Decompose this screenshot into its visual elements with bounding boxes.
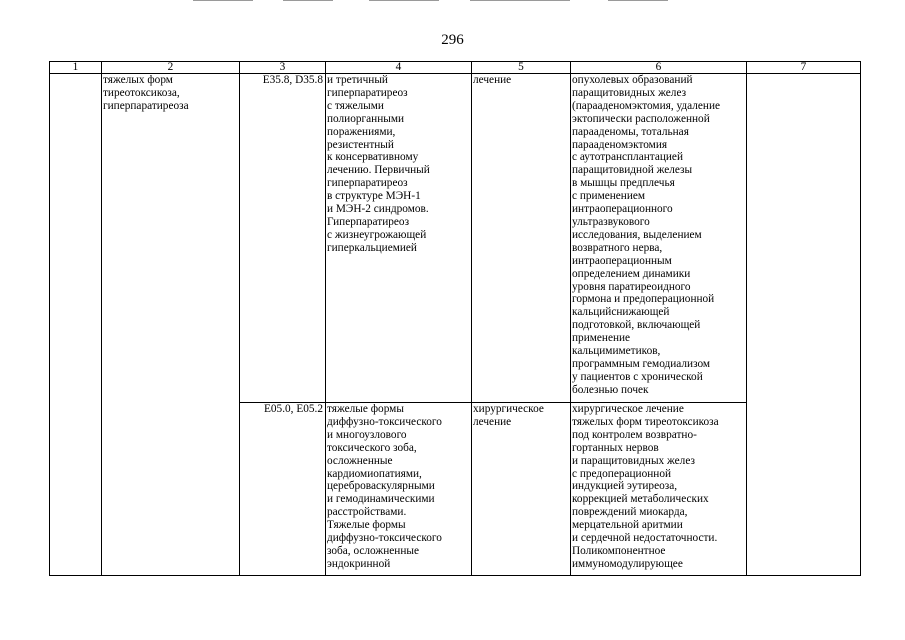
text-line: гиперпаратиреоза xyxy=(103,99,189,112)
text-line: тяжелых форм xyxy=(103,74,173,86)
table-row xyxy=(50,74,861,403)
scan-top-line xyxy=(369,0,439,1)
column-number: 1 xyxy=(50,62,102,74)
text-line: мерцательной аритмии xyxy=(572,519,683,532)
text-line: диффузно-токсического xyxy=(327,415,442,428)
text-line: и паращитовидных желез xyxy=(572,454,695,467)
text-line: гиперпаратиреоз xyxy=(327,177,408,190)
text-line: индукцией эутиреоза, xyxy=(572,480,678,493)
text-line: тиреотоксикоза, xyxy=(103,86,180,99)
document-table xyxy=(49,61,861,576)
text-line: определением динамики xyxy=(572,267,691,280)
text-line: иммуномодулирующее xyxy=(572,557,683,570)
text-line: и многоузлового xyxy=(327,428,407,441)
text-line: осложненные xyxy=(327,454,393,467)
scan-top-line xyxy=(283,0,333,1)
text-line: с жизнеугрожающей xyxy=(327,228,427,241)
text-line: и МЭН-2 синдромов. xyxy=(327,203,429,216)
patient-model-cell xyxy=(326,403,472,576)
text-line: парааденомэктомия xyxy=(572,138,668,151)
text-line: (парааденомэктомия, удаление xyxy=(572,99,721,112)
text-line: интраоперационным xyxy=(572,254,672,267)
text-line: лечение xyxy=(473,415,512,428)
patient-model-cell xyxy=(326,74,472,403)
text-line: кардиомиопатиями, xyxy=(327,467,422,480)
column-number: 7 xyxy=(747,62,861,74)
text-line: хирургическое xyxy=(473,403,544,415)
text-line: программным гемодиализом xyxy=(572,357,711,370)
text-line: расстройствами. xyxy=(327,506,407,519)
text-line: зоба, осложненные xyxy=(327,544,419,557)
text-line: под контролем возвратно- xyxy=(572,428,697,441)
text-line: повреждений миокарда, xyxy=(572,506,688,519)
text-line: с предоперационной xyxy=(572,467,672,480)
text-line: применение xyxy=(572,332,631,345)
text-line: тяжелые формы xyxy=(327,403,404,415)
text-line: лечение xyxy=(473,74,512,86)
text-line: паращитовидной железы xyxy=(572,164,693,177)
text-line: гормона и предоперационной xyxy=(572,293,715,306)
text-line: диффузно-токсического xyxy=(327,532,442,545)
condition-cell xyxy=(102,74,240,576)
text-line: паращитовидных желез xyxy=(572,86,687,99)
text-line: интраоперационного xyxy=(572,203,673,216)
text-line: кальцимиметиков, xyxy=(572,345,661,358)
scan-top-line xyxy=(193,0,253,1)
text-line: гиперпаратиреоз xyxy=(327,86,408,99)
text-line: хирургическое лечение xyxy=(572,403,684,415)
column-number: 4 xyxy=(326,62,472,74)
text-line: коррекцией метаболических xyxy=(572,493,709,506)
text-line: исследования, выделением xyxy=(572,228,702,241)
text-line: подготовкой, включающей xyxy=(572,319,701,332)
text-line: полиорганными xyxy=(327,112,405,125)
text-line: опухолевых образований xyxy=(572,74,693,86)
text-line: эктопически расположенной xyxy=(572,112,710,125)
text-line: Гиперпаратиреоз xyxy=(327,215,410,228)
column-number: 6 xyxy=(571,62,747,74)
text-line: гортанных нервов xyxy=(572,441,659,454)
text-line: гиперкальциемией xyxy=(327,241,417,254)
icd-code-cell: E05.0, E05.2 xyxy=(240,403,326,576)
text-line: с применением xyxy=(572,190,646,203)
row-number-cell xyxy=(50,74,102,576)
text-line: с тяжелыми xyxy=(327,99,384,112)
treatment-method-cell xyxy=(571,403,747,576)
scan-top-line xyxy=(608,0,668,1)
treatment-type-cell xyxy=(472,74,571,403)
text-line: болезнью почек xyxy=(572,383,649,396)
text-line: уровня паратиреоидного xyxy=(572,280,691,293)
treatment-method-cell xyxy=(571,74,747,403)
text-line: лечению. Первичный xyxy=(327,164,430,177)
text-line: эндокринной xyxy=(327,557,391,570)
page-number: 296 xyxy=(441,32,464,48)
text-line: кальцийснижающей xyxy=(572,306,670,319)
text-line: цереброваскулярными xyxy=(327,480,435,493)
scan-top-line xyxy=(470,0,570,1)
text-line: токсического зоба, xyxy=(327,441,417,454)
text-line: резистентный xyxy=(327,138,394,151)
text-line: Тяжелые формы xyxy=(327,519,406,532)
notes-cell xyxy=(747,74,861,576)
text-line: поражениями, xyxy=(327,125,396,138)
text-line: и гемодинамическими xyxy=(327,493,435,506)
column-number: 2 xyxy=(102,62,240,74)
text-line: к консервативному xyxy=(327,151,419,164)
text-line: в мышцы предплечья xyxy=(572,177,675,190)
text-line: с аутотрансплантацией xyxy=(572,151,683,164)
text-line: ультразвукового xyxy=(572,215,650,228)
treatment-type-cell xyxy=(472,403,571,576)
text-line: и третичный xyxy=(327,74,388,86)
text-line: парааденомы, тотальная xyxy=(572,125,689,138)
text-line: и сердечной недостаточности. xyxy=(572,532,718,545)
column-number: 5 xyxy=(472,62,571,74)
text-line: Поликомпонентное xyxy=(572,544,666,557)
text-line: возвратного нерва, xyxy=(572,241,663,254)
text-line: у пациентов с хронической xyxy=(572,370,703,383)
column-number: 3 xyxy=(240,62,326,74)
text-line: тяжелых форм тиреотоксикоза xyxy=(572,415,719,428)
column-number-row xyxy=(50,62,861,74)
text-line: в структуре МЭН-1 xyxy=(327,190,421,203)
icd-code-cell: E35.8, D35.8 xyxy=(240,74,326,403)
